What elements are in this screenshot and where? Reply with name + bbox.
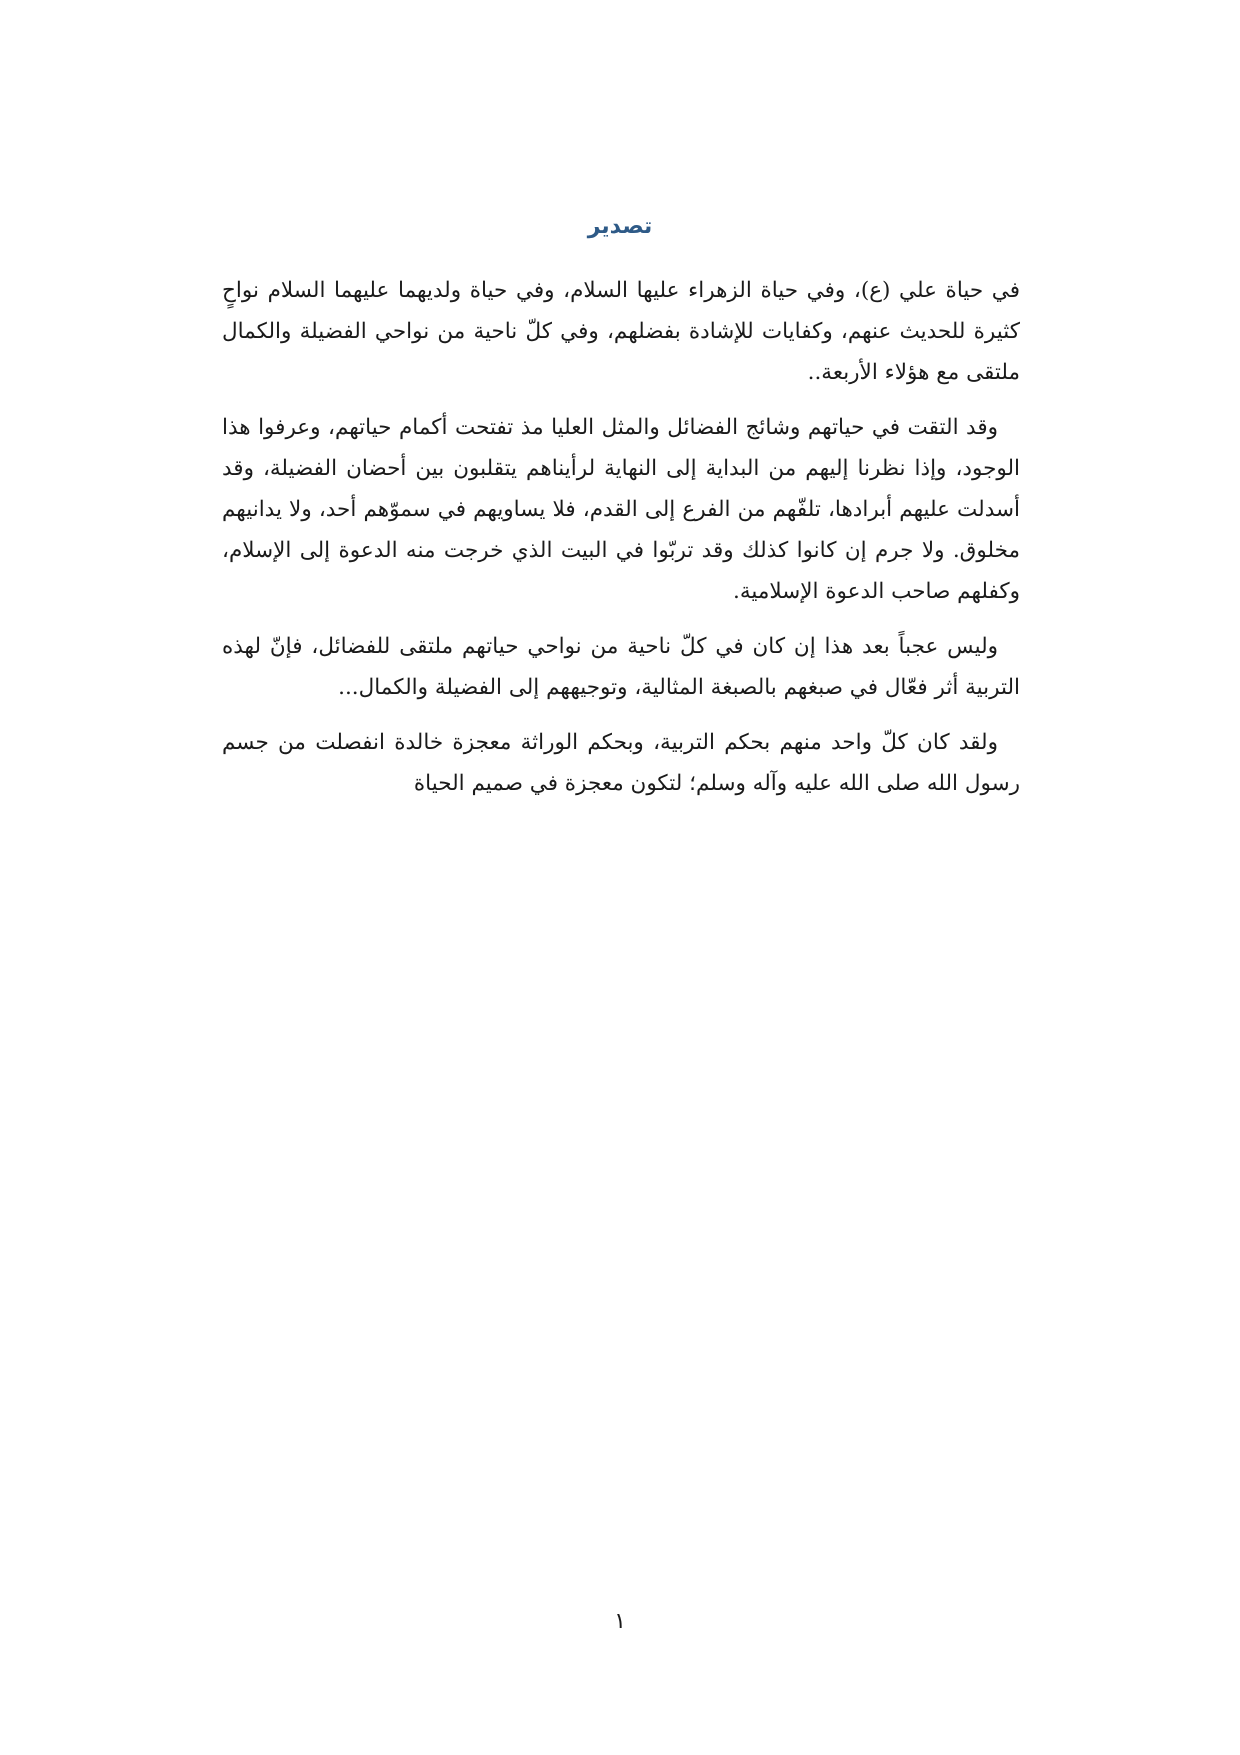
paragraph-4: ولقد كان كلّ واحد منهم بحكم التربية، وبحكم الوراثة معجزة خالدة انفصلت من جسم رسول الله صلى الله عليه وآله وسلم؛ لتكون معجزة في صميم الحياة	[222, 730, 1020, 796]
paragraph-3: وليس عجباً بعد هذا إن كان في كلّ ناحية من نواحي حياتهم ملتقى للفضائل، فإنّ لهذه التربية أثر فعّال في صبغهم بالصبغة المثالية، وتوجيههم إلى الفضيلة والكمال...	[222, 634, 1020, 700]
page-number: ١	[614, 1609, 626, 1634]
body-text	[222, 270, 1020, 818]
paragraph-2: وقد التقت في حياتهم وشائج الفضائل والمثل العليا مذ تفتحت أكمام حياتهم، وعرفوا هذا الوجود، وإذا نظرنا إليهم من البداية إلى النهاية لرأيناهم يتقلبون بين أحضان الفضيلة، وقد أسدلت عليهم أبرادها، تلفّهم من الفرع إلى القدم، فلا يساويهم في سموّهم أحد، ولا يدانيهم مخلوق. ولا جرم إن كانوا كذلك وقد تربّوا في البيت الذي خرجت منه الدعوة إلى الإسلام، وكفلهم صاحب الدعوة الإسلامية.	[222, 415, 1020, 604]
page-title: تصدير	[587, 214, 653, 239]
paragraph-1: في حياة علي (ع)، وفي حياة الزهراء عليها السلام، وفي حياة ولديهما عليهما السلام نواحٍ كثيرة للحديث عنهم، وكفايات للإشادة بفضلهم، وفي كلّ ناحية من نواحي الفضيلة والكمال ملتقى مع هؤلاء الأربعة..	[222, 278, 1020, 385]
